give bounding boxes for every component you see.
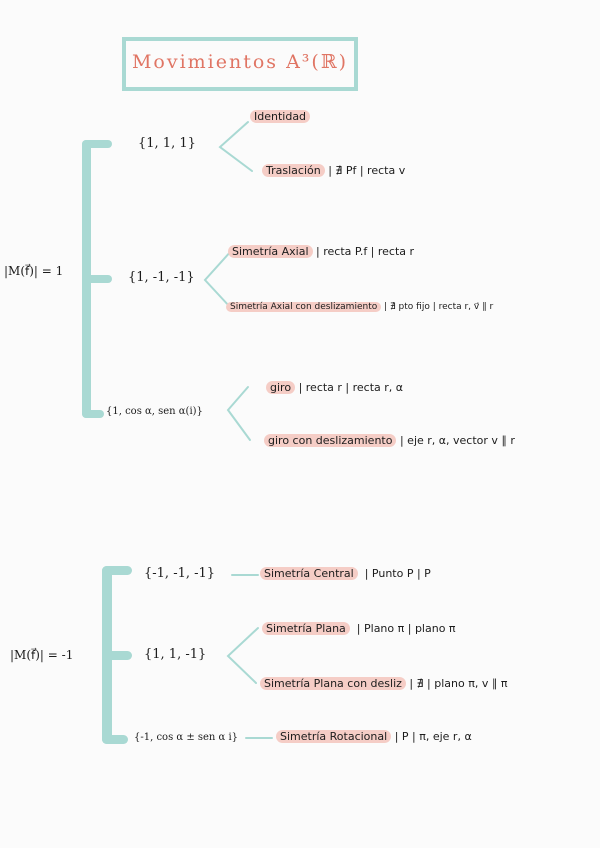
bracket-top-tick-2 <box>82 275 112 283</box>
label-traslacion: Traslación | ∄ Pf | recta v <box>262 164 405 177</box>
label-simetria-central: Simetría Central | Punto P | P <box>260 567 431 580</box>
eigen-set-4: {-1, -1, -1} <box>144 566 216 581</box>
branch-set1 <box>220 122 252 171</box>
bracket-top-tick-3 <box>82 410 104 418</box>
branch-set2 <box>205 250 232 307</box>
page-title: Movimientos A³(ℝ) <box>131 51 349 73</box>
label-simetria-plana-desliz: Simetría Plana con desliz | ∄ | plano π, v ∥ π <box>260 677 507 690</box>
eigen-set-2: {1, -1, -1} <box>128 270 195 285</box>
label-simetria-axial: Simetría Axial | recta P.f | recta r <box>228 245 414 258</box>
eigen-set-6: {-1, cos α ± sen α i} <box>134 732 239 743</box>
det-label-positive: |M(f⃗)| = 1 <box>4 264 64 278</box>
det-label-negative: |M(f⃗)| = -1 <box>10 648 74 662</box>
bracket-bottom-tick-3 <box>102 735 128 744</box>
bracket-bottom-tick-2 <box>102 651 132 660</box>
eigen-set-3: {1, cos α, sen α(i)} <box>106 406 203 417</box>
label-simetria-rotacional: Simetría Rotacional | P | π, eje r, α <box>276 730 472 743</box>
label-identidad: Identidad <box>250 110 310 123</box>
branch-plana <box>228 628 258 683</box>
label-giro-deslizamiento: giro con deslizamiento | eje r, α, vector v ∥ r <box>264 434 515 447</box>
bracket-top-tick-1 <box>82 140 112 148</box>
branch-set3 <box>228 387 250 440</box>
label-simetria-plana: Simetría Plana | Plano π | plano π <box>262 622 456 635</box>
eigen-set-5: {1, 1, -1} <box>144 647 207 662</box>
eigen-set-1: {1, 1, 1} <box>138 136 196 151</box>
label-simetria-axial-deslizamiento: Simetría Axial con deslizamiento | ∄ pto fijo | recta r, v⃗ ∥ r <box>226 302 493 312</box>
label-giro: giro | recta r | recta r, α <box>266 381 403 394</box>
bracket-bottom-tick-1 <box>102 566 132 575</box>
